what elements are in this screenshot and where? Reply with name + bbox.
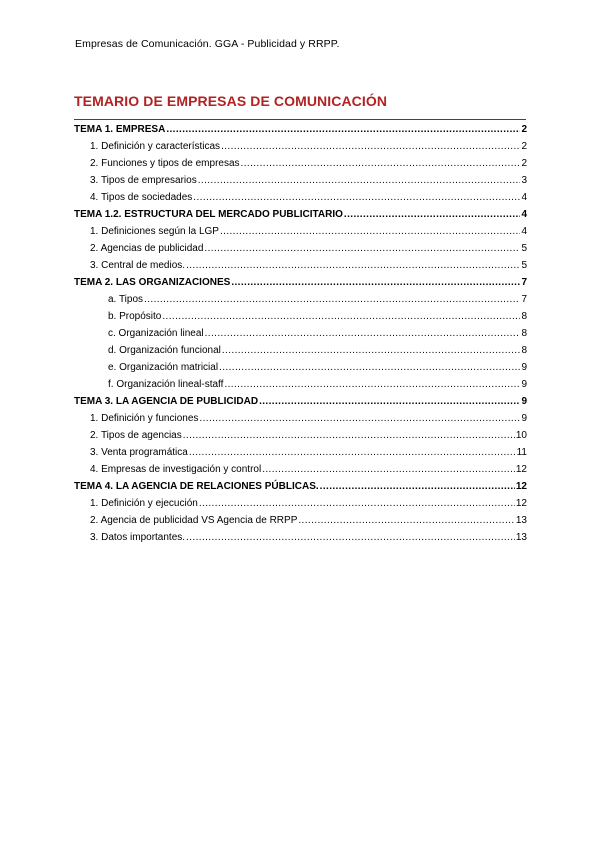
toc-dot-leader (219, 359, 520, 376)
toc-entry-label: 4. Tipos de sociedades (90, 192, 193, 203)
toc-page-number: 3 (521, 175, 527, 186)
toc-dot-leader (222, 342, 521, 359)
toc-dot-leader (221, 138, 520, 155)
toc-dot-leader (199, 495, 515, 512)
toc-page-number: 2 (521, 141, 527, 152)
toc-dot-leader (199, 410, 520, 427)
page-header: Empresas de Comunicación. GGA - Publicidad y RRPP. (75, 38, 340, 50)
title-divider (74, 119, 526, 120)
toc-page-number: 8 (521, 311, 527, 322)
toc-entry-label: e. Organización matricial (108, 362, 219, 373)
toc-section-entry[interactable] (74, 444, 527, 461)
toc-page-number: 7 (521, 277, 527, 288)
toc-entry-label: 2. Agencia de publicidad VS Agencia de RRPP (90, 515, 298, 526)
toc-section-entry[interactable] (74, 240, 527, 257)
toc-page-number: 12 (515, 481, 527, 492)
toc-section-entry[interactable] (74, 461, 527, 478)
toc-page-number: 10 (515, 430, 527, 441)
toc-page-number: 9 (521, 396, 527, 407)
toc-entry-label: a. Tipos (108, 294, 144, 305)
toc-page-number: 12 (515, 498, 527, 509)
toc-chapter-entry[interactable] (74, 206, 527, 223)
toc-entry-label: f. Organización lineal-staff (108, 379, 224, 390)
toc-page-number: 12 (515, 464, 527, 475)
toc-page-number: 7 (521, 294, 527, 305)
toc-section-entry[interactable] (74, 342, 527, 359)
toc-page-number: 9 (521, 362, 527, 373)
toc-dot-leader (344, 206, 521, 223)
toc-page-number: 4 (521, 226, 527, 237)
toc-section-entry[interactable] (74, 512, 527, 529)
toc-entry-label: 3. Tipos de empresarios (90, 175, 197, 186)
toc-entry-label: 1. Definiciones según la LGP (90, 226, 219, 237)
toc-section-entry[interactable] (74, 427, 527, 444)
toc-section-entry[interactable] (74, 189, 527, 206)
toc-section-entry[interactable] (74, 376, 527, 393)
toc-section-entry[interactable] (74, 495, 527, 512)
toc-dot-leader (183, 427, 515, 444)
toc-page-number: 5 (521, 243, 527, 254)
toc-dot-leader (144, 291, 520, 308)
toc-dot-leader (298, 512, 515, 529)
toc-page-number: 2 (521, 124, 527, 135)
document-title: TEMARIO DE EMPRESAS DE COMUNICACIÓN (74, 93, 388, 109)
toc-chapter-entry[interactable] (74, 393, 527, 410)
toc-entry-label: d. Organización funcional (108, 345, 221, 356)
toc-entry-label: 3. Datos importantes. (90, 532, 186, 543)
toc-dot-leader (189, 444, 516, 461)
toc-page-number: 8 (521, 328, 527, 339)
toc-section-entry[interactable] (74, 308, 527, 325)
toc-entry-label: 1. Definición y funciones (90, 413, 199, 424)
toc-page-number: 4 (521, 209, 527, 220)
toc-section-entry[interactable] (74, 172, 527, 189)
toc-entry-label: 1. Definición y características (90, 141, 221, 152)
toc-section-entry[interactable] (74, 138, 527, 155)
toc-entry-label: TEMA 1.2. ESTRUCTURA DEL MERCADO PUBLICITARIO (74, 209, 343, 220)
toc-section-entry[interactable] (74, 359, 527, 376)
toc-entry-label: TEMA 4. LA AGENCIA DE RELACIONES PÚBLICAS. (74, 481, 319, 492)
toc-entry-label: 2. Agencias de publicidad (90, 243, 204, 254)
toc-dot-leader (231, 274, 520, 291)
toc-dot-leader (186, 257, 520, 274)
toc-entry-label: c. Organización lineal (108, 328, 204, 339)
toc-page-number: 9 (521, 379, 527, 390)
toc-section-entry[interactable] (74, 223, 527, 240)
toc-dot-leader (220, 223, 520, 240)
toc-dot-leader (259, 393, 520, 410)
toc-page-number: 2 (521, 158, 527, 169)
toc-entry-label: TEMA 3. LA AGENCIA DE PUBLICIDAD (74, 396, 259, 407)
toc-dot-leader (193, 189, 520, 206)
toc-entry-label: TEMA 1. EMPRESA (74, 124, 166, 135)
toc-page-number: 13 (515, 532, 527, 543)
toc-section-entry[interactable] (74, 155, 527, 172)
toc-section-entry[interactable] (74, 257, 527, 274)
toc-page-number: 9 (521, 413, 527, 424)
toc-section-entry[interactable] (74, 291, 527, 308)
toc-dot-leader (262, 461, 515, 478)
toc-dot-leader (241, 155, 521, 172)
toc-section-entry[interactable] (74, 529, 527, 546)
toc-dot-leader (320, 478, 515, 495)
toc-dot-leader (224, 376, 520, 393)
toc-entry-label: TEMA 2. LAS ORGANIZACIONES (74, 277, 231, 288)
toc-dot-leader (198, 172, 521, 189)
toc-chapter-entry[interactable] (74, 478, 527, 495)
toc-chapter-entry[interactable] (74, 121, 527, 138)
toc-page-number: 4 (521, 192, 527, 203)
toc-entry-label: 2. Funciones y tipos de empresas (90, 158, 240, 169)
toc-entry-label: 4. Empresas de investigación y control (90, 464, 262, 475)
toc-page-number: 13 (515, 515, 527, 526)
toc-dot-leader (162, 308, 520, 325)
table-of-contents (74, 121, 527, 546)
toc-chapter-entry[interactable] (74, 274, 527, 291)
toc-entry-label: b. Propósito (108, 311, 162, 322)
toc-section-entry[interactable] (74, 410, 527, 427)
toc-dot-leader (204, 240, 520, 257)
toc-dot-leader (166, 121, 520, 138)
toc-dot-leader (186, 529, 515, 546)
toc-entry-label: 3. Central de medios. (90, 260, 186, 271)
toc-entry-label: 3. Venta programática (90, 447, 188, 458)
toc-page-number: 8 (521, 345, 527, 356)
toc-entry-label: 2. Tipos de agencias (90, 430, 182, 441)
toc-page-number: 11 (516, 447, 527, 458)
toc-dot-leader (205, 325, 521, 342)
toc-entry-label: 1. Definición y ejecución (90, 498, 198, 509)
toc-page-number: 5 (521, 260, 527, 271)
toc-section-entry[interactable] (74, 325, 527, 342)
